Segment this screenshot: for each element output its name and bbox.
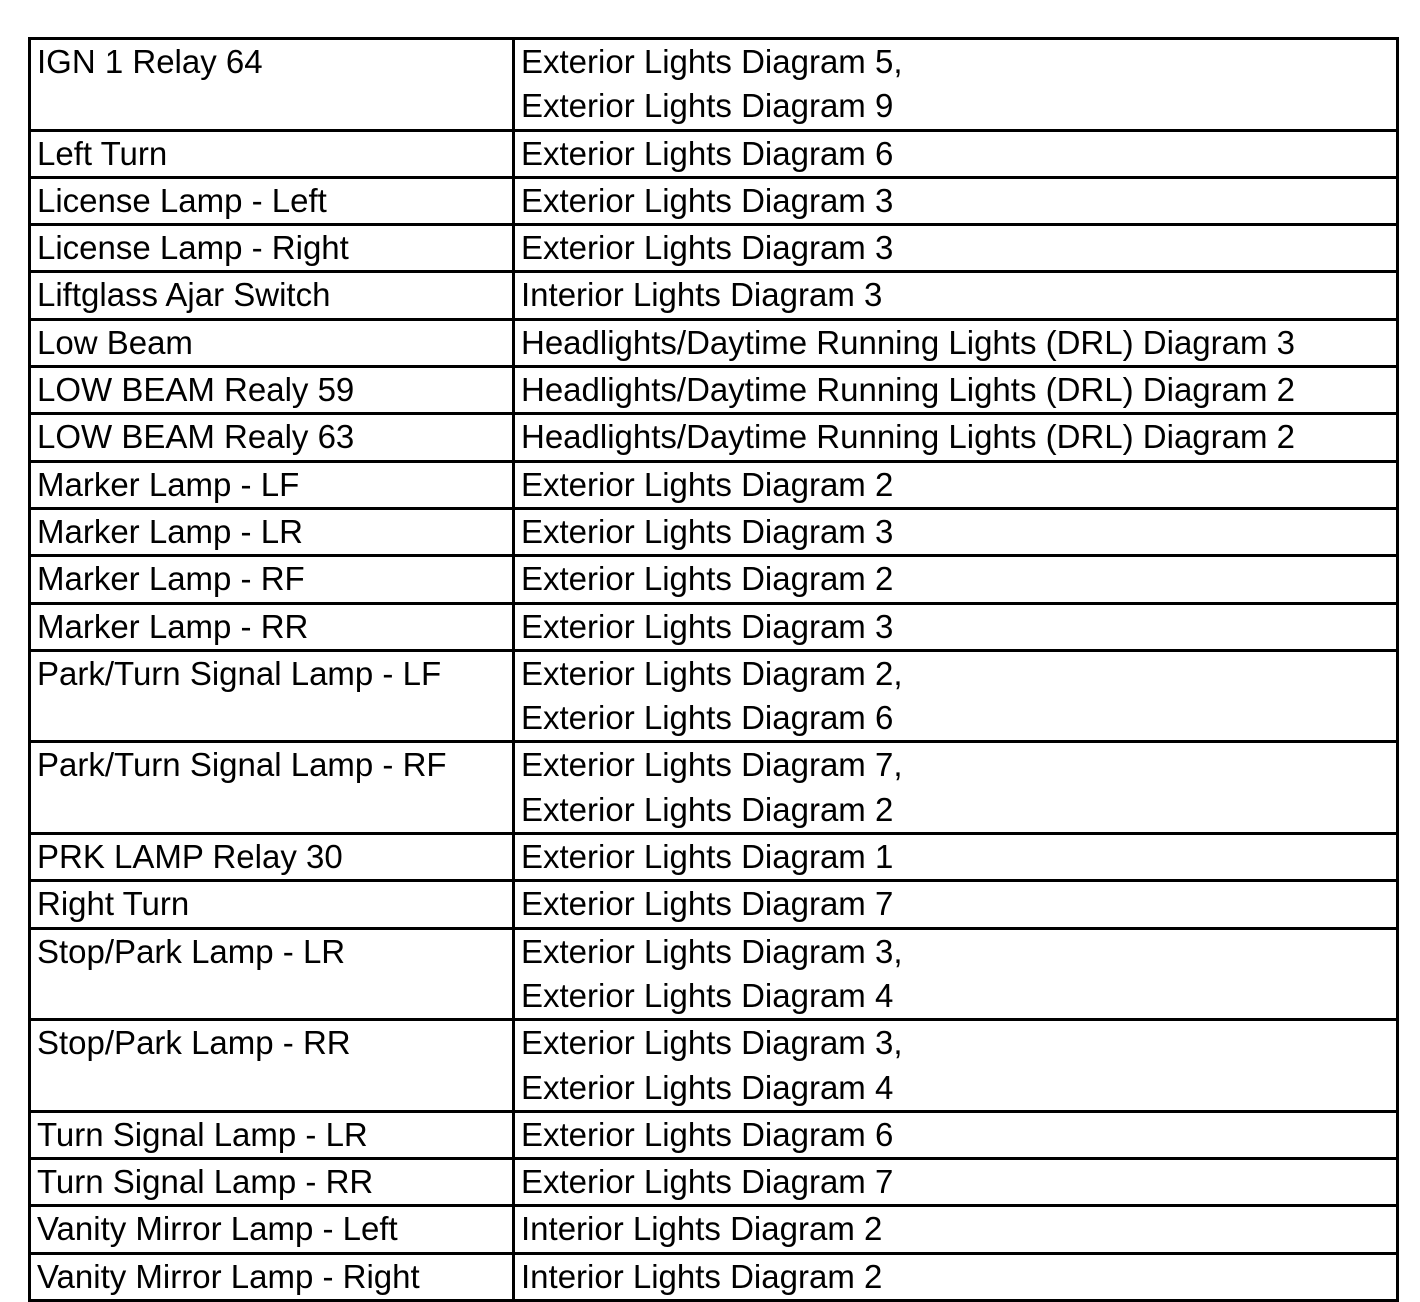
table-row	[30, 272, 1398, 319]
component-name-cell: Low Beam	[30, 319, 514, 366]
diagram-reference-line: Exterior Lights Diagram 6	[521, 1115, 894, 1153]
diagram-reference-line: Interior Lights Diagram 2	[521, 1210, 883, 1248]
table-row	[30, 1253, 1398, 1300]
component-name-cell: License Lamp - Right	[30, 225, 514, 272]
diagram-reference-cell	[514, 414, 1398, 461]
diagram-reference-line: Interior Lights Diagram 3	[521, 276, 883, 314]
component-name-cell: Turn Signal Lamp - LR	[30, 1111, 514, 1158]
diagram-reference-line: Exterior Lights Diagram 6	[521, 134, 894, 172]
component-index-table	[28, 37, 1399, 1302]
diagram-reference-line: Headlights/Daytime Running Lights (DRL) Diagram 2	[521, 371, 1296, 409]
component-name-cell: Park/Turn Signal Lamp - LF	[30, 650, 514, 742]
diagram-reference-cell	[514, 1111, 1398, 1158]
diagram-reference-line: Exterior Lights Diagram 2,	[521, 654, 903, 692]
diagram-reference-cell	[514, 1020, 1398, 1112]
component-name-cell: Right Turn	[30, 881, 514, 928]
table-row	[30, 881, 1398, 928]
component-name-cell: Left Turn	[30, 130, 514, 177]
diagram-reference-line: Exterior Lights Diagram 3,	[521, 1024, 903, 1062]
diagram-reference-cell	[514, 461, 1398, 508]
diagram-reference-cell	[514, 319, 1398, 366]
diagram-reference-cell	[514, 1159, 1398, 1206]
table-row	[30, 834, 1398, 881]
diagram-reference-line: Exterior Lights Diagram 6	[521, 699, 894, 737]
diagram-reference-line: Exterior Lights Diagram 1	[521, 838, 894, 876]
diagram-reference-line: Headlights/Daytime Running Lights (DRL) Diagram 2	[521, 418, 1296, 456]
component-name-cell: IGN 1 Relay 64	[30, 39, 514, 131]
diagram-reference-cell	[514, 130, 1398, 177]
diagram-reference-cell	[514, 603, 1398, 650]
diagram-reference-line: Exterior Lights Diagram 7,	[521, 746, 903, 784]
diagram-reference-line: Exterior Lights Diagram 7	[521, 885, 894, 923]
component-name-cell: Marker Lamp - RF	[30, 556, 514, 603]
diagram-reference-line: Exterior Lights Diagram 3	[521, 181, 894, 219]
diagram-reference-line: Exterior Lights Diagram 5,	[521, 43, 903, 80]
diagram-reference-cell	[514, 881, 1398, 928]
diagram-reference-cell	[514, 39, 1398, 131]
table-row	[30, 1206, 1398, 1253]
diagram-reference-cell	[514, 556, 1398, 603]
diagram-reference-line: Exterior Lights Diagram 3	[521, 607, 894, 645]
component-name-cell: Marker Lamp - LF	[30, 461, 514, 508]
component-name-cell: Park/Turn Signal Lamp - RF	[30, 742, 514, 834]
component-name-cell: Marker Lamp - LR	[30, 508, 514, 555]
table-row	[30, 319, 1398, 366]
table-row	[30, 39, 1398, 131]
table-row	[30, 1020, 1398, 1112]
diagram-reference-cell	[514, 367, 1398, 414]
component-name-cell: Liftglass Ajar Switch	[30, 272, 514, 319]
table-row	[30, 1111, 1398, 1158]
diagram-reference-cell	[514, 928, 1398, 1020]
component-name-cell: Turn Signal Lamp - RR	[30, 1159, 514, 1206]
diagram-reference-cell	[514, 225, 1398, 272]
diagram-reference-cell	[514, 1206, 1398, 1253]
component-name-cell: Stop/Park Lamp - LR	[30, 928, 514, 1020]
table-row	[30, 742, 1398, 834]
component-name-cell: LOW BEAM Realy 59	[30, 367, 514, 414]
diagram-reference-cell	[514, 1253, 1398, 1300]
table-row	[30, 1159, 1398, 1206]
diagram-reference-line: Headlights/Daytime Running Lights (DRL) Diagram 3	[521, 323, 1296, 361]
diagram-reference-line: Exterior Lights Diagram 9	[521, 87, 894, 125]
diagram-reference-line: Interior Lights Diagram 2	[521, 1257, 883, 1295]
table-row	[30, 928, 1398, 1020]
table-row	[30, 508, 1398, 555]
diagram-reference-cell	[514, 508, 1398, 555]
component-name-cell: Vanity Mirror Lamp - Right	[30, 1253, 514, 1300]
diagram-reference-line: Exterior Lights Diagram 3	[521, 512, 894, 550]
diagram-reference-cell	[514, 650, 1398, 742]
table-row	[30, 650, 1398, 742]
diagram-reference-line: Exterior Lights Diagram 4	[521, 1068, 894, 1106]
diagram-reference-cell	[514, 272, 1398, 319]
table-row	[30, 130, 1398, 177]
table-row	[30, 177, 1398, 224]
diagram-reference-line: Exterior Lights Diagram 2	[521, 560, 894, 598]
table-row	[30, 367, 1398, 414]
table-row	[30, 461, 1398, 508]
diagram-reference-cell	[514, 742, 1398, 834]
diagram-reference-line: Exterior Lights Diagram 2	[521, 465, 894, 503]
component-name-cell: PRK LAMP Relay 30	[30, 834, 514, 881]
table-row	[30, 225, 1398, 272]
diagram-reference-line: Exterior Lights Diagram 4	[521, 976, 894, 1014]
diagram-reference-line: Exterior Lights Diagram 3	[521, 229, 894, 267]
component-name-cell: Marker Lamp - RR	[30, 603, 514, 650]
diagram-reference-line: Exterior Lights Diagram 7	[521, 1163, 894, 1201]
component-name-cell: Vanity Mirror Lamp - Left	[30, 1206, 514, 1253]
table-row	[30, 556, 1398, 603]
diagram-reference-line: Exterior Lights Diagram 3,	[521, 932, 903, 970]
table-body	[30, 39, 1398, 1301]
component-name-cell: License Lamp - Left	[30, 177, 514, 224]
diagram-reference-cell	[514, 834, 1398, 881]
diagram-reference-cell	[514, 177, 1398, 224]
component-name-cell: Stop/Park Lamp - RR	[30, 1020, 514, 1112]
diagram-reference-line: Exterior Lights Diagram 2	[521, 790, 894, 828]
table-row	[30, 414, 1398, 461]
table-row	[30, 603, 1398, 650]
component-name-cell: LOW BEAM Realy 63	[30, 414, 514, 461]
